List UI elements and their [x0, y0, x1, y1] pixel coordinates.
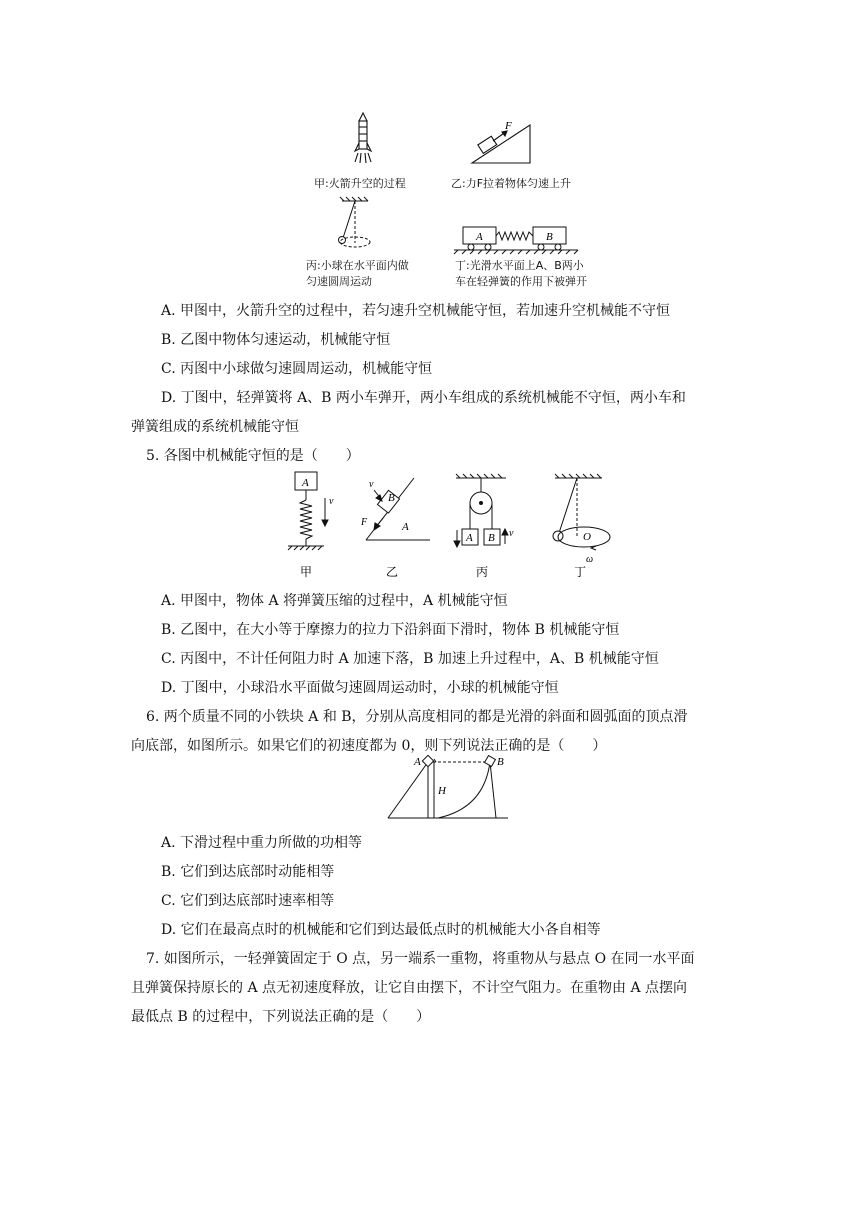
q5-option-a: A. 甲图中，物体 A 将弹簧压缩的过程中，A 机械能守恒	[161, 593, 508, 609]
caption-ding-line2: 车在轻弹簧的作用下被弹开	[455, 275, 587, 288]
q5-yi-block-label: B	[388, 492, 395, 504]
q5-yi-f-label: F	[361, 517, 368, 528]
q6-figure	[380, 752, 520, 824]
q5-bing-a-label: A	[466, 532, 473, 544]
q4-option-d: D. 丁图中，轻弹簧将 A、B 两小车弹开，两小车组成的系统机械能不守恒，两小车和	[161, 390, 686, 406]
rocket-diagram	[355, 113, 371, 163]
q6-a-label: A	[414, 756, 421, 768]
q7-stem-line3: 最低点 B 的过程中，下列说法正确的是（ ）	[131, 1009, 431, 1025]
carts-spring-diagram	[454, 227, 578, 254]
slope-surface	[388, 762, 428, 818]
q5-yi-incline-label: A	[402, 521, 409, 533]
q6-b-label: B	[497, 756, 504, 768]
q5-figure	[280, 470, 620, 585]
q6-stem-line1: 6. 两个质量不同的小铁块 A 和 B，分别从高度相同的都是光滑的斜面和圆弧面的顶点滑	[146, 709, 688, 725]
q5-label-jia: 甲	[300, 565, 313, 579]
q6-option-a: A. 下滑过程中重力所做的功相等	[161, 835, 363, 851]
q5-bing-v-label: v	[509, 528, 514, 539]
caption-yi: 乙:力F拉着物体匀速上升	[451, 177, 572, 190]
pulley-diagram	[454, 474, 508, 547]
q5-option-d: D. 丁图中，小球沿水平面做匀速圆周运动时，小球的机械能守恒	[161, 680, 559, 696]
q4-option-b: B. 乙图中物体匀速运动，机械能守恒	[161, 332, 391, 348]
q6-option-d: D. 它们在最高点时的机械能和它们到达最低点时的机械能大小各自相等	[161, 922, 601, 938]
cart-a-label: A	[476, 231, 483, 243]
q4-option-d-cont: 弹簧组成的系统机械能守恒	[131, 419, 299, 435]
q5-jia-block-label: A	[302, 477, 309, 489]
q5-stem: 5. 各图中机械能守恒的是（ ）	[146, 448, 360, 464]
q5-ding-o-label: O	[583, 531, 591, 543]
q5-label-bing: 丙	[476, 565, 489, 579]
incline-friction-diagram	[366, 478, 430, 540]
q5-option-c: C. 丙图中，不计任何阻力时 A 加速下落，B 加速上升过程中，A、B 机械能守恒	[161, 651, 659, 667]
q5-ding-omega-label: ω	[586, 554, 594, 565]
q5-yi-v-label: v	[369, 479, 374, 490]
q7-stem-line2: 且弹簧保持原长的 A 点无初速度释放，让它自由摆下，不计空气阻力。在重物由 A 点摆向	[131, 980, 688, 996]
q5-jia-v-label: v	[329, 496, 334, 507]
caption-jia: 甲:火箭升空的过程	[314, 177, 406, 190]
q5-option-b: B. 乙图中，在大小等于摩擦力的拉力下沿斜面下滑时，物体 B 机械能守恒	[161, 622, 620, 638]
q5-label-yi: 乙	[386, 565, 399, 579]
q6-stem-line2: 向底部，如图所示。如果它们的初速度都为 0，则下列说法正确的是（ ）	[131, 738, 607, 754]
conical-pendulum-diagram	[339, 197, 371, 247]
q4-option-c: C. 丙图中小球做匀速圆周运动，机械能守恒	[161, 361, 433, 377]
incline-block-diagram	[472, 125, 530, 163]
q5-bing-b-label: B	[488, 532, 495, 544]
q5-label-ding: 丁	[574, 565, 587, 579]
q4-option-a: A. 甲图中，火箭升空的过程中，若匀速升空机械能守恒，若加速升空机械能不守恒	[161, 303, 671, 319]
q5-conical-pendulum-diagram	[553, 474, 610, 550]
cart-b-label: B	[546, 231, 553, 243]
q7-stem-line1: 7. 如图所示，一轻弹簧固定于 O 点，另一端系一重物，将重物从与悬点 O 在同一水平面	[146, 951, 695, 967]
incline-force-label: F	[505, 120, 512, 132]
caption-bing-line2: 匀速圆周运动	[306, 275, 372, 288]
caption-bing-line1: 丙:小球在水平面内做	[306, 259, 409, 272]
q6-h-label: H	[438, 785, 446, 797]
q6-option-c: C. 它们到达底部时速率相等	[161, 893, 335, 909]
q6-option-b: B. 它们到达底部时动能相等	[161, 864, 335, 880]
caption-ding-line1: 丁:光滑水平面上A、B两小	[455, 259, 584, 272]
